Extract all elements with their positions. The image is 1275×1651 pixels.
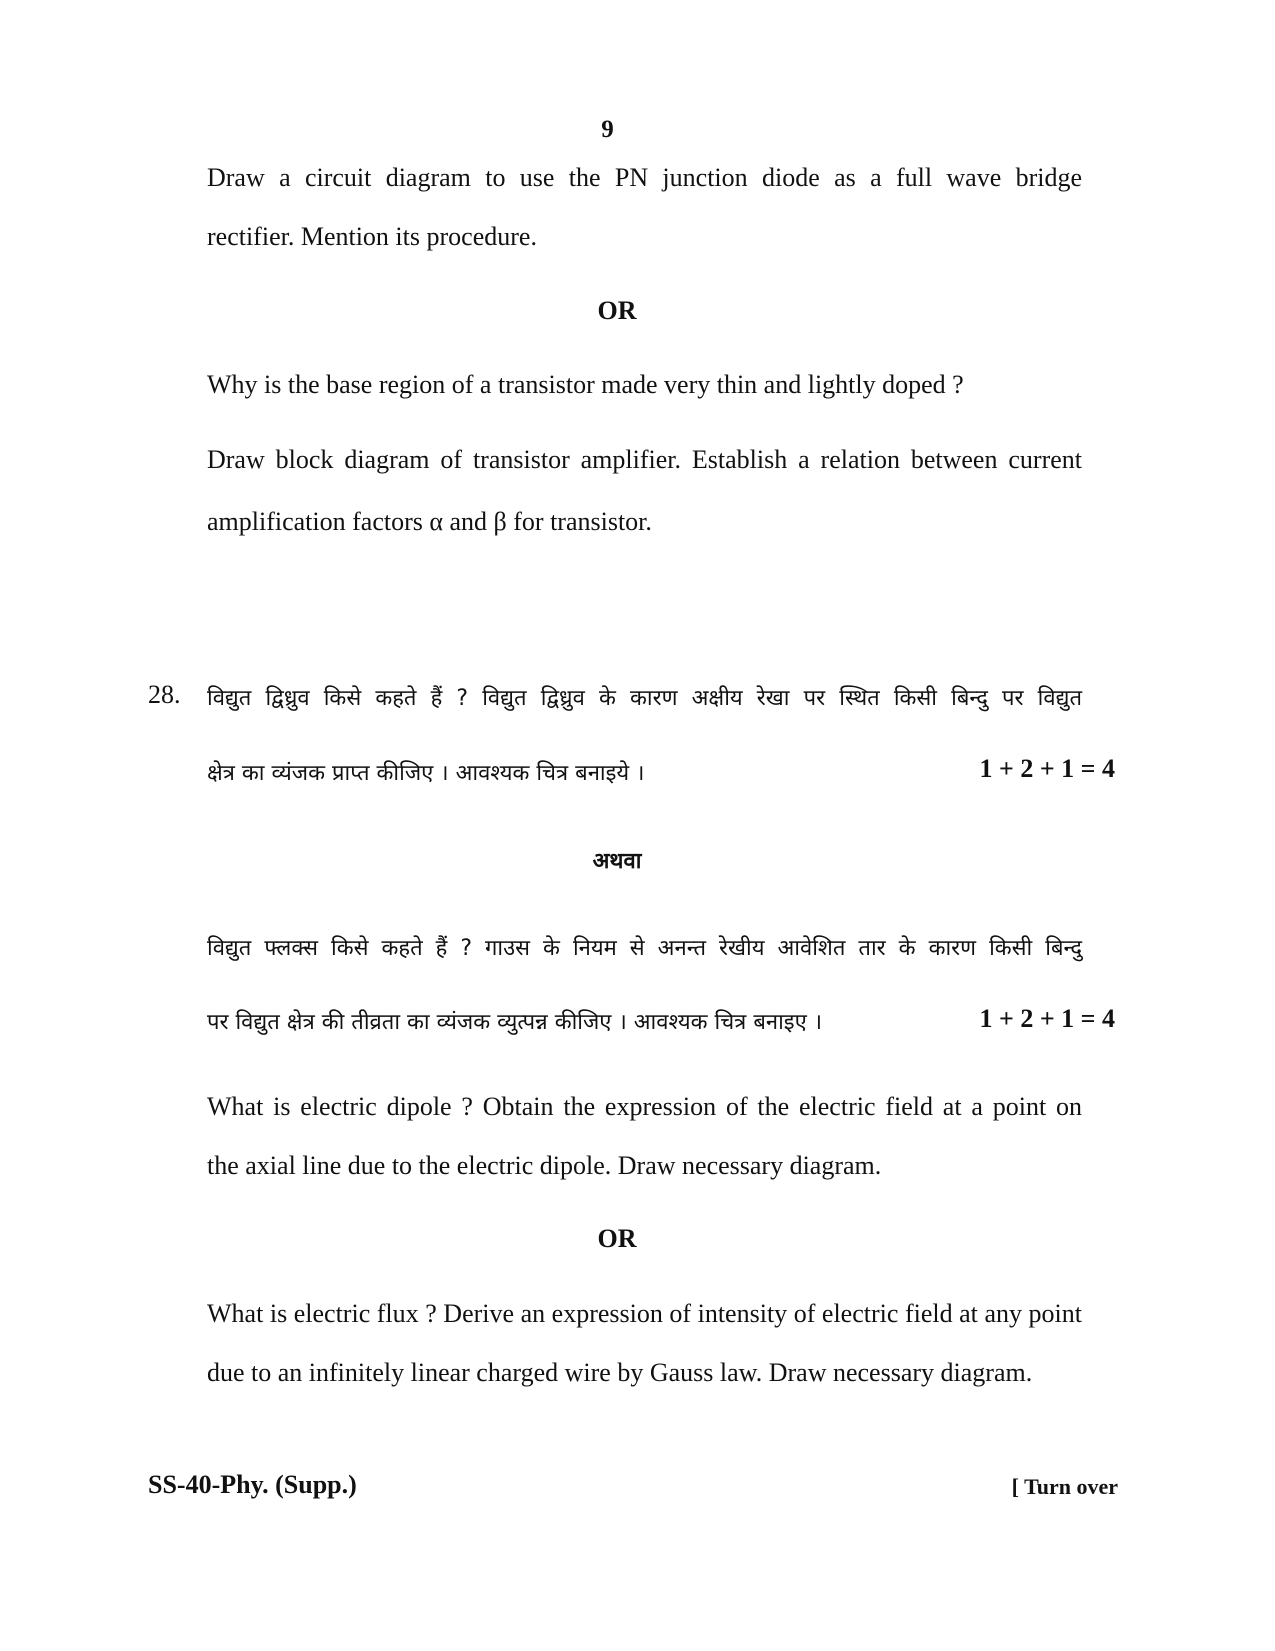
q28-english-line-1: What is electric dipole ? Obtain the expression of the electric field at a point on: [207, 1092, 1082, 1121]
q28-hindi-line-1: विद्युत द्विध्रुव किसे कहते हैं ? विद्युत द्विध्रुव के कारण अक्षीय रेखा पर स्थित किसी बिन्दु पर विद्युत: [207, 686, 1082, 711]
hindi-or-heading: अथवा: [592, 849, 642, 874]
q28-english-line-2: the axial line due to the electric dipole. Draw necessary diagram.: [207, 1151, 882, 1180]
q28-english-line-4: due to an infinitely linear charged wire by Gauss law. Draw necessary diagram.: [207, 1358, 1033, 1387]
paper-code: SS-40-Phy. (Supp.): [148, 1470, 357, 1499]
q27-line-2: rectifier. Mention its procedure.: [207, 222, 537, 251]
turn-over-label: [ Turn over: [1011, 1474, 1118, 1499]
marks-1: 1 + 2 + 1 = 4: [979, 754, 1115, 783]
marks-2: 1 + 2 + 1 = 4: [979, 1004, 1115, 1033]
q28-hindi-line-3: विद्युत फ्लक्स किसे कहते हैं ? गाउस के नियम से अनन्त रेखीय आवेशित तार के कारण किसी बिन्दु: [207, 936, 1082, 961]
or-heading-1: OR: [597, 296, 637, 325]
q27-line-4: Draw block diagram of transistor amplifier. Establish a relation between current: [207, 445, 1082, 474]
or-heading-2: OR: [597, 1224, 637, 1253]
page-number: 9: [601, 116, 614, 143]
q28-hindi-line-4: पर विद्युत क्षेत्र की तीव्रता का व्यंजक व्युत्पन्न कीजिए । आवश्यक चित्र बनाइए ।: [207, 1010, 823, 1035]
question-number-28: 28.: [148, 680, 181, 709]
q27-line-3: Why is the base region of a transistor made very thin and lightly doped ?: [207, 370, 964, 399]
q27-line-5: amplification factors α and β for transistor.: [207, 507, 652, 536]
q27-line-1: Draw a circuit diagram to use the PN junction diode as a full wave bridge: [207, 163, 1082, 192]
q28-english-line-3: What is electric flux ? Derive an expression of intensity of electric field at any point: [207, 1299, 1082, 1328]
q28-hindi-line-2: क्षेत्र का व्यंजक प्राप्त कीजिए । आवश्यक चित्र बनाइये ।: [207, 761, 645, 786]
